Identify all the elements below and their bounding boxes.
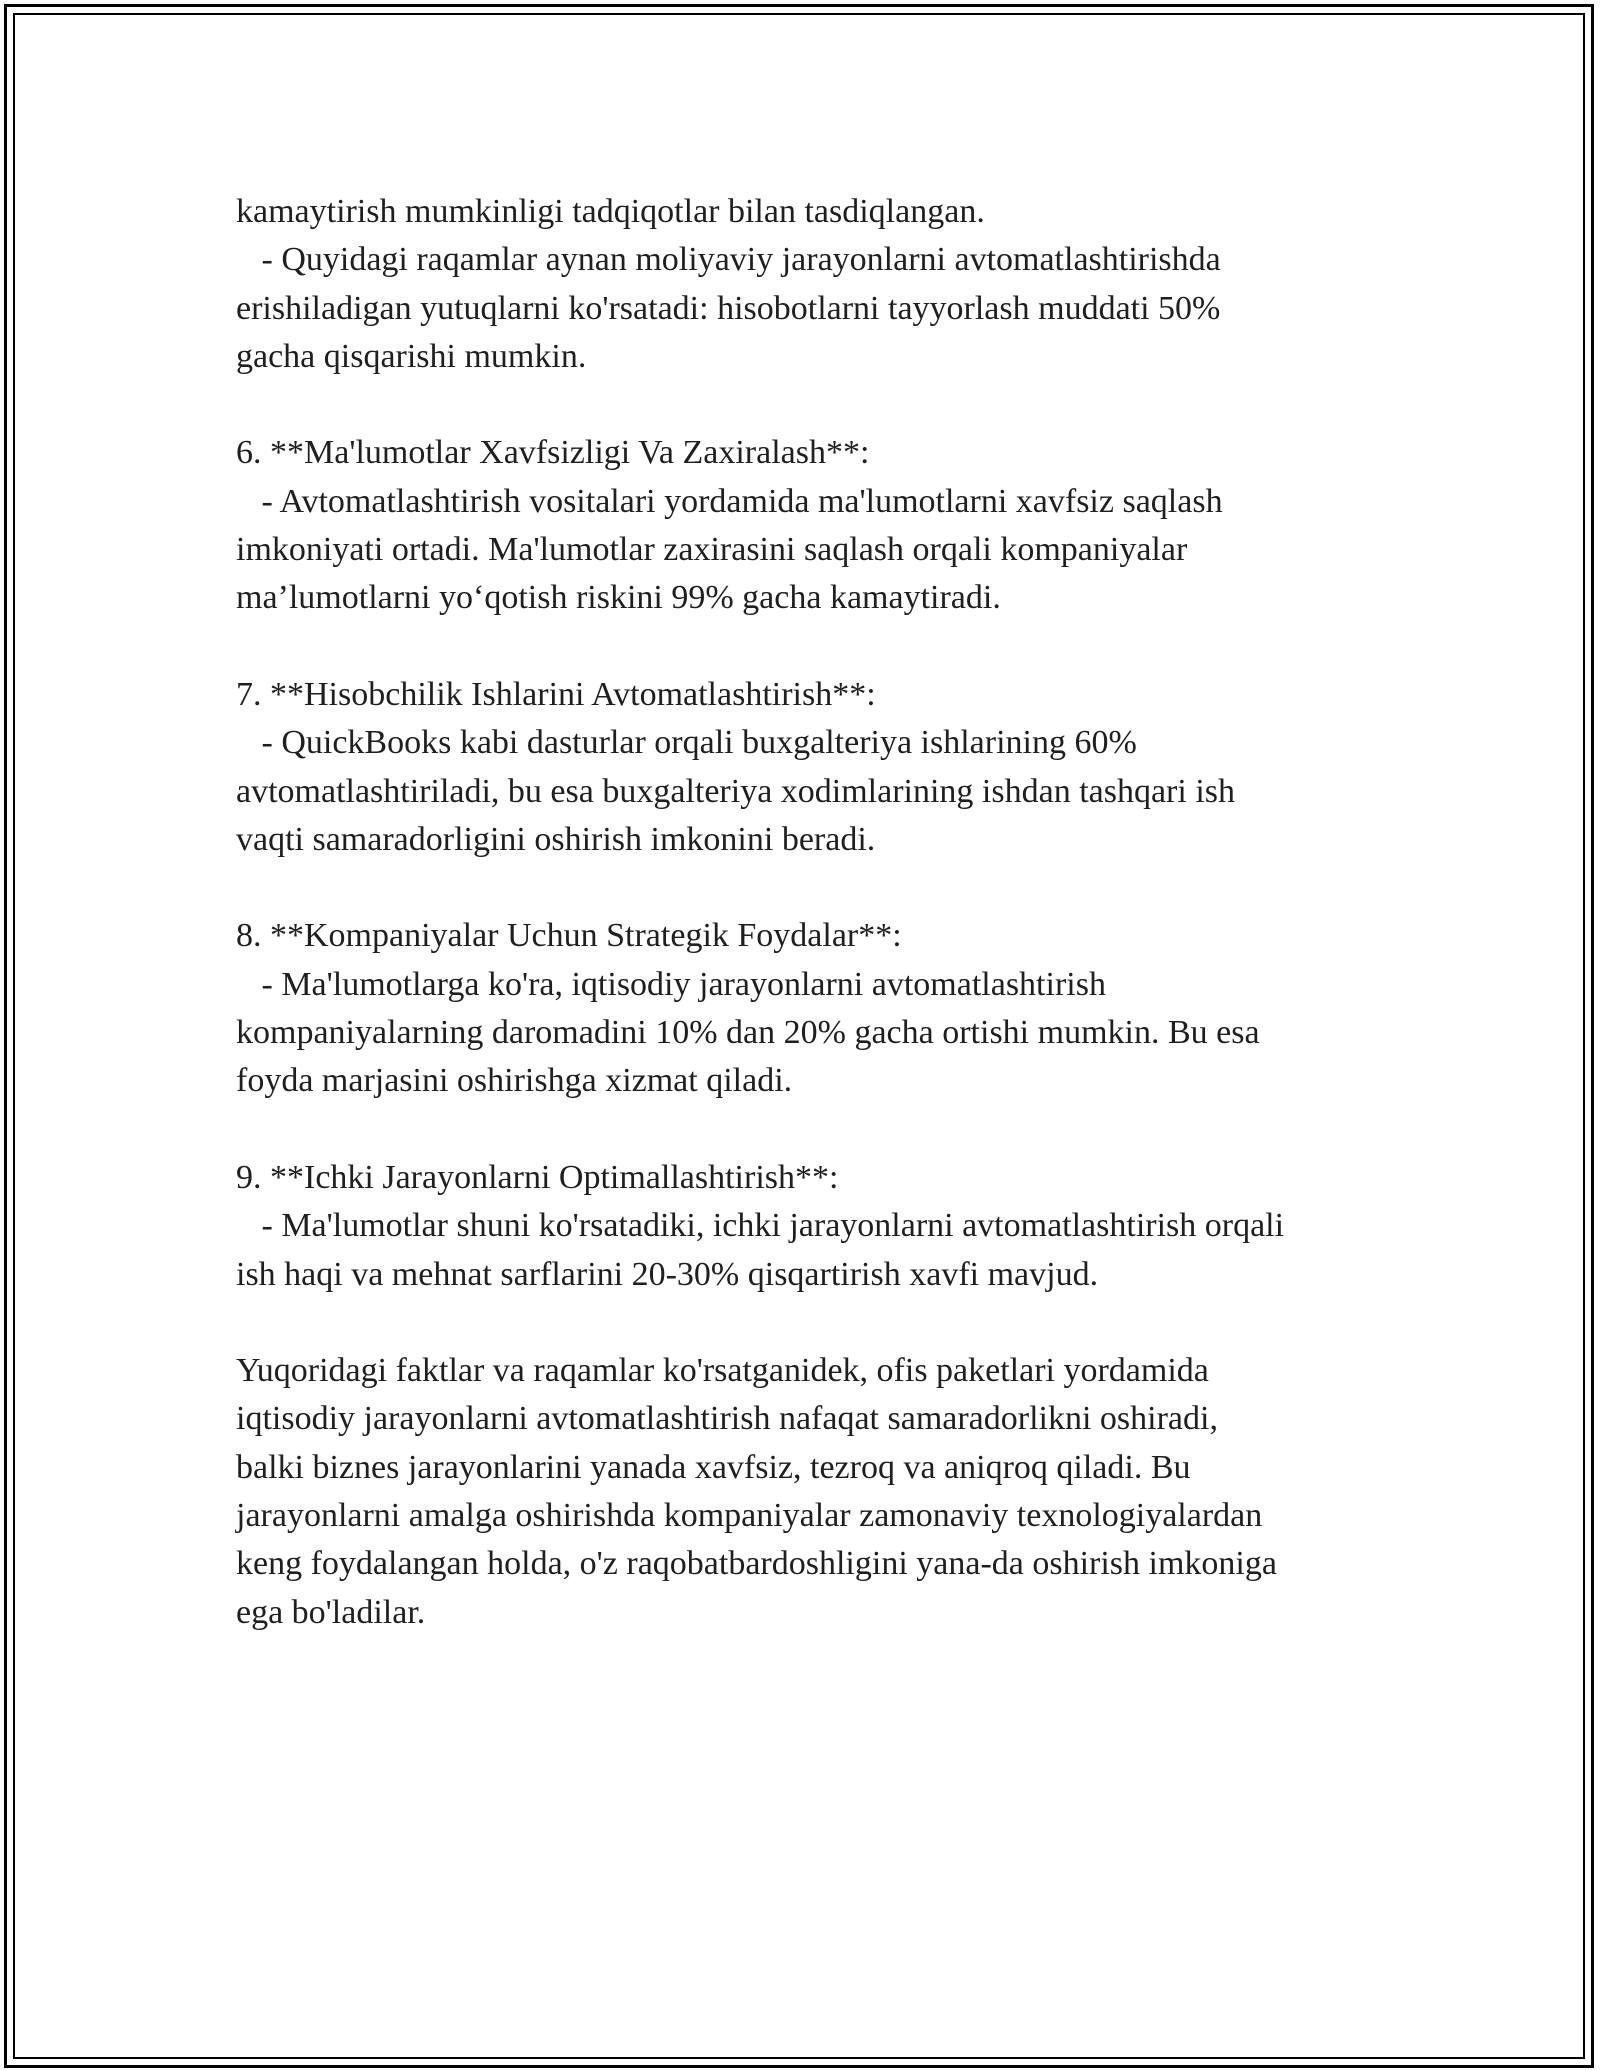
text-line: imkoniyati ortadi. Ma'lumotlar zaxirasini saqlash orqali kompaniyalar xyxy=(236,531,1188,569)
section-8 xyxy=(236,912,1416,1105)
paragraph-gap xyxy=(236,381,1416,429)
text-line: ega bo'ladilar. xyxy=(236,1593,426,1631)
text-line: iqtisodiy jarayonlarni avtomatlashtirish nafaqat samaradorlikni oshiradi, xyxy=(236,1400,1218,1438)
text-line: ma’lumotlarni yo‘qotish riskini 99% gacha kamaytiradi. xyxy=(236,579,1001,617)
text-line: ish haqi va mehnat sarflarini 20-30% qisqartirish xavfi mavjud. xyxy=(236,1255,1099,1293)
text-line: gacha qisqarishi mumkin. xyxy=(236,337,587,375)
text-line: erishiladigan yutuqlarni ko'rsatadi: hisobotlarni tayyorlash muddati 50% xyxy=(236,289,1221,327)
text-line: vaqti samaradorligini oshirish imkonini beradi. xyxy=(236,820,876,858)
section-6 xyxy=(236,429,1416,622)
paragraph-gap xyxy=(236,1299,1416,1347)
conclusion-paragraph xyxy=(236,1347,1416,1637)
text-line: foyda marjasini oshirishga xizmat qiladi. xyxy=(236,1062,793,1100)
text-line: kamaytirish mumkinligi tadqiqotlar bilan tasdiqlangan. xyxy=(236,193,985,230)
intro-paragraph xyxy=(236,188,1416,381)
text-line: kompaniyalarning daromadini 10% dan 20% gacha ortishi mumkin. Bu esa xyxy=(236,1014,1260,1052)
section-heading: 8. **Kompaniyalar Uchun Strategik Foydalar**: xyxy=(236,917,902,955)
paragraph-gap xyxy=(236,1106,1416,1154)
text-line: avtomatlashtiriladi, bu esa buxgalteriya xodimlarining ishdan tashqari ish xyxy=(236,772,1235,810)
paragraph-gap xyxy=(236,864,1416,912)
text-line: - Ma'lumotlarga ko'ra, iqtisodiy jarayonlarni avtomatlashtirish xyxy=(236,965,1106,1003)
text-line: balki biznes jarayonlarini yanada xavfsiz, tezroq va aniqroq qiladi. Bu xyxy=(236,1448,1191,1486)
text-line: - Avtomatlashtirish vositalari yordamida ma'lumotlarni xavfsiz saqlash xyxy=(236,482,1223,520)
section-heading: 9. **Ichki Jarayonlarni Optimallashtirish**: xyxy=(236,1158,839,1196)
text-line: - QuickBooks kabi dasturlar orqali buxgalteriya ishlarining 60% xyxy=(236,724,1137,762)
text-line: Yuqoridagi faktlar va raqamlar ko'rsatganidek, ofis paketlari yordamida xyxy=(236,1352,1209,1390)
text-line: - Quyidagi raqamlar aynan moliyaviy jarayonlarni avtomatlashtirishda xyxy=(236,241,1221,279)
text-line: keng foydalangan holda, o'z raqobatbardoshligini yana-da oshirish imkoniga xyxy=(236,1545,1277,1583)
section-heading: 7. **Hisobchilik Ishlarini Avtomatlashtirish**: xyxy=(236,675,876,713)
text-line: jarayonlarni amalga oshirishda kompaniyalar zamonaviy texnologiyalardan xyxy=(236,1497,1263,1535)
section-7 xyxy=(236,671,1416,864)
text-line: - Ma'lumotlar shuni ko'rsatadiki, ichki jarayonlarni avtomatlashtirish orqali xyxy=(236,1207,1285,1245)
section-9 xyxy=(236,1154,1416,1299)
section-heading: 6. **Ma'lumotlar Xavfsizligi Va Zaxiralash**: xyxy=(236,434,870,472)
document-body xyxy=(236,188,1416,1637)
paragraph-gap xyxy=(236,623,1416,671)
